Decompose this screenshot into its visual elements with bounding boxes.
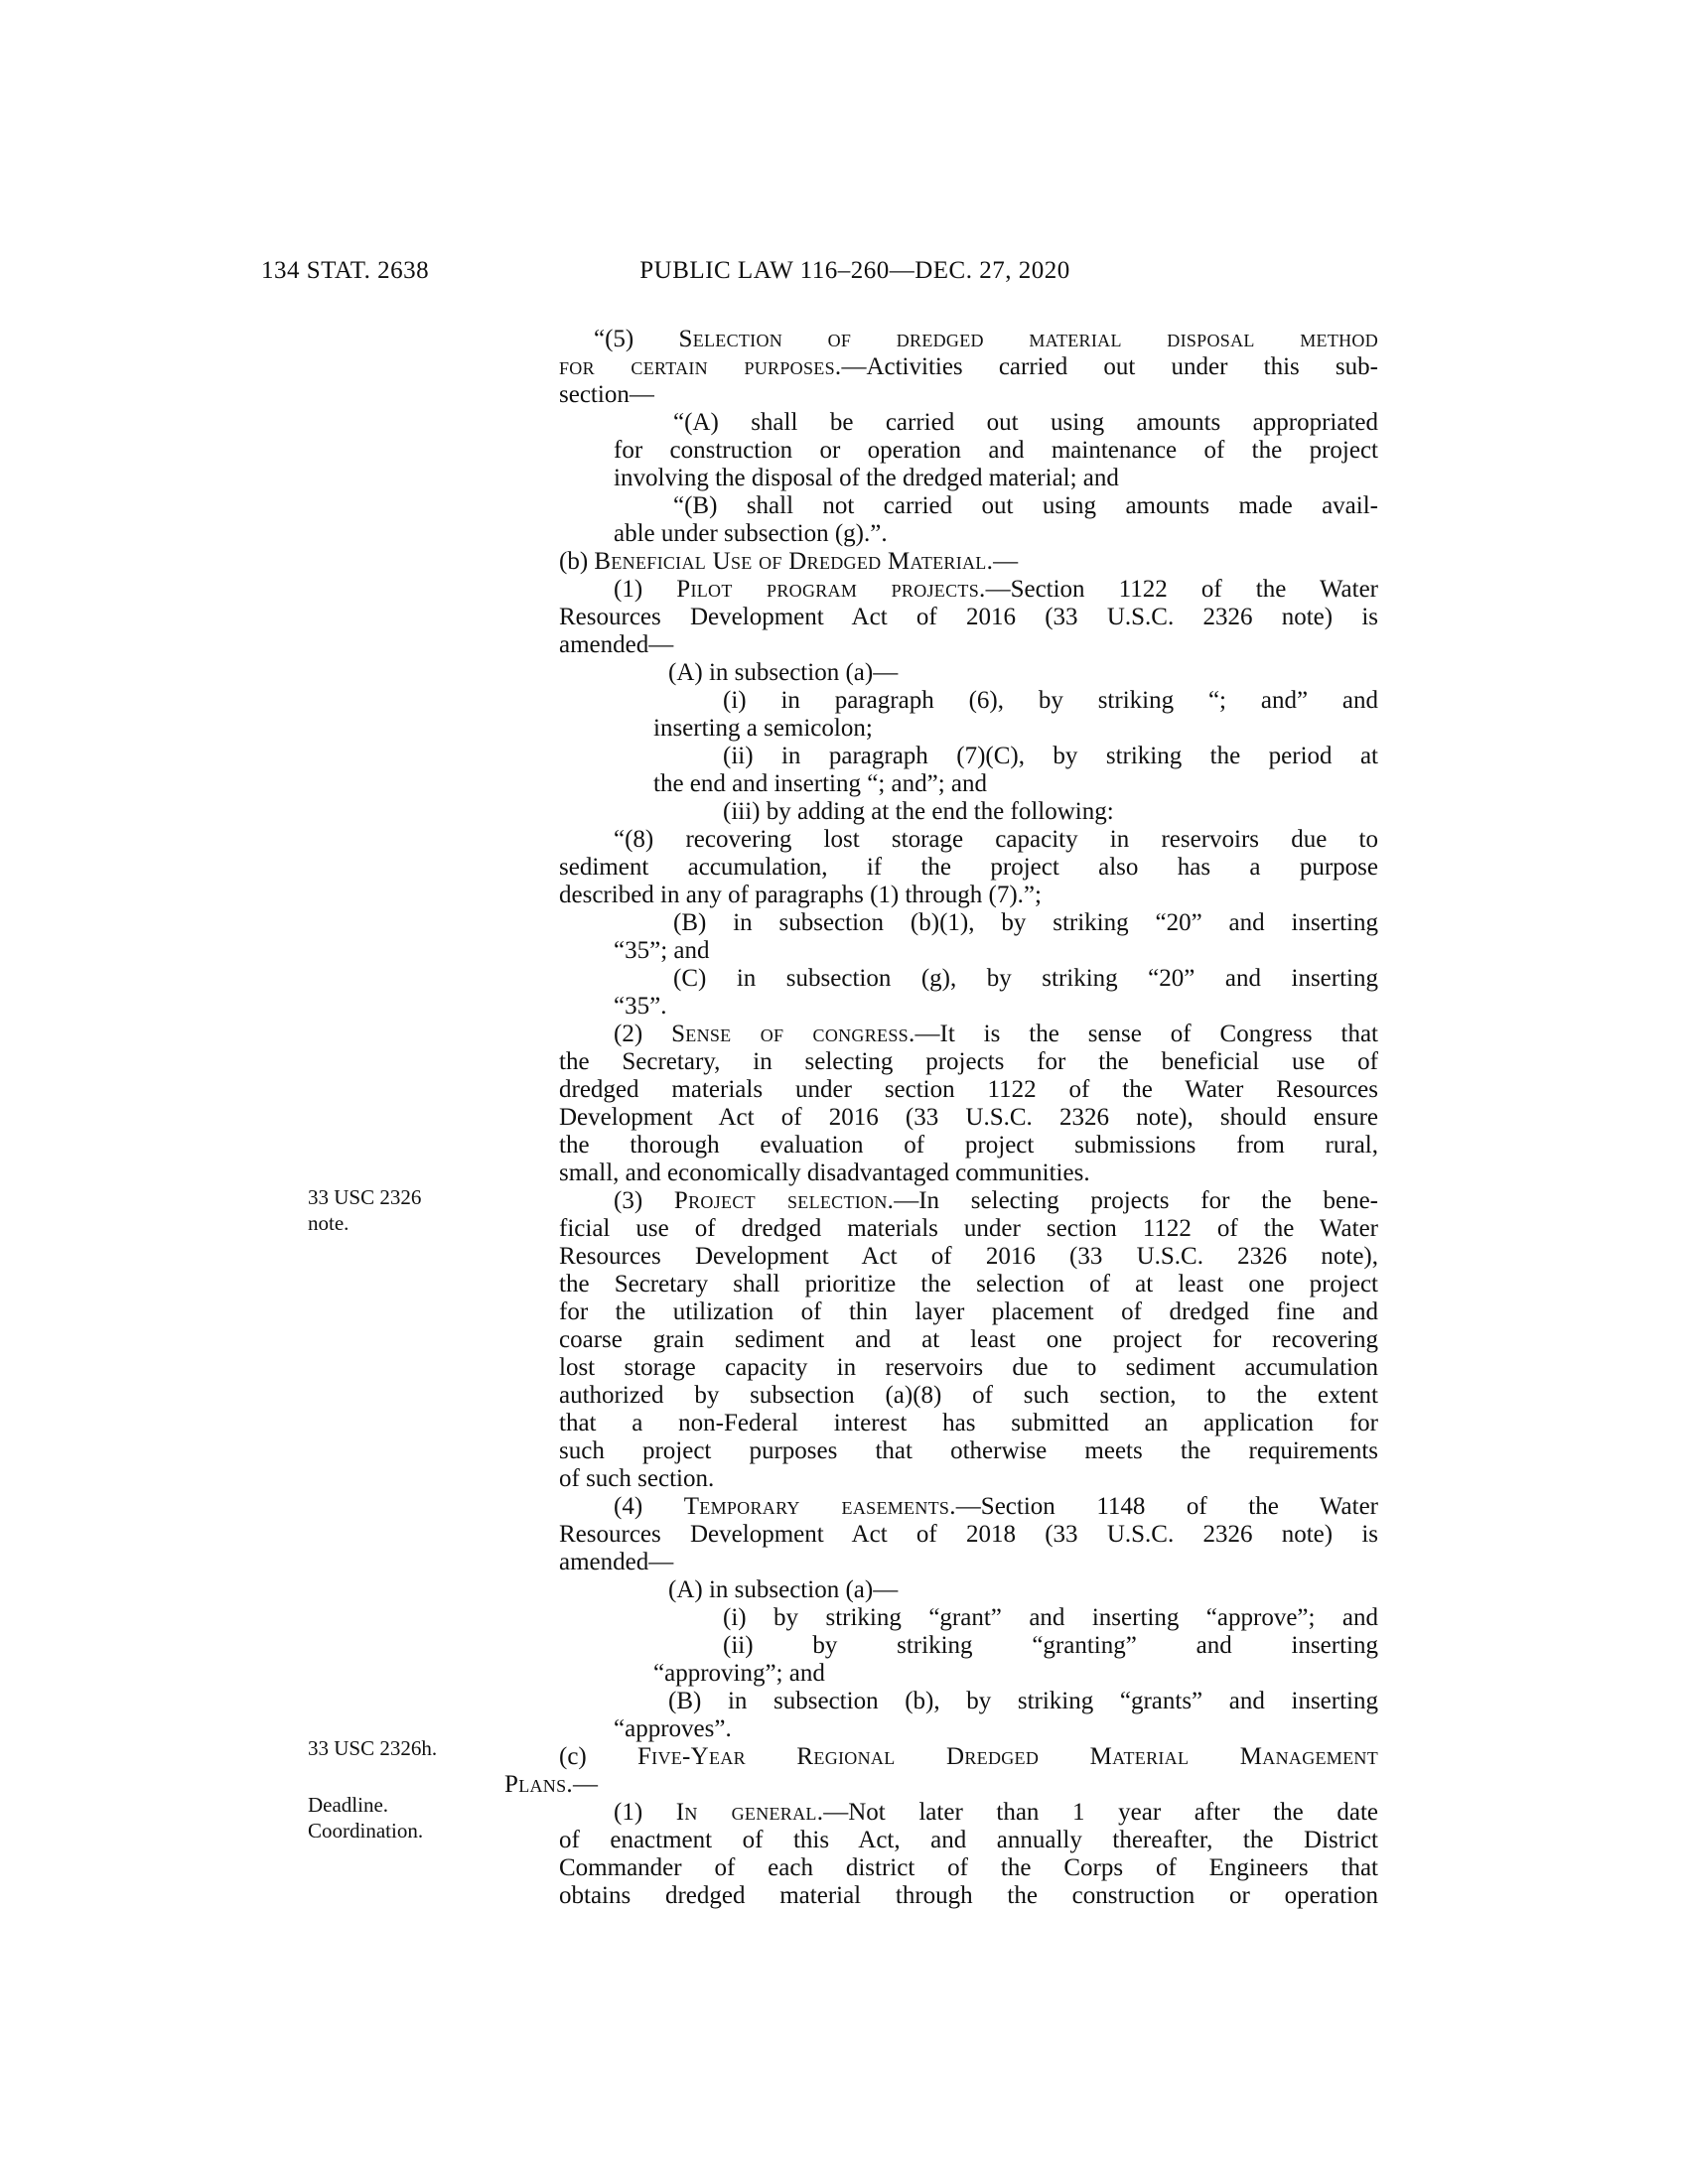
statute-line: (B) in subsection (b)(1), by striking “20” and inserting (673, 909, 1378, 936)
statute-line: ficial use of dredged materials under section 1122 of the Water (559, 1215, 1378, 1242)
statute-line: the Secretary shall prioritize the selection of at least one project (559, 1271, 1378, 1297)
statute-line: involving the disposal of the dredged material; and (614, 465, 1119, 491)
public-law-title: PUBLIC LAW 116–260—DEC. 27, 2020 (639, 257, 1070, 284)
statute-line: that a non-Federal interest has submitted an application for (559, 1410, 1378, 1436)
statute-line: the Secretary, in selecting projects for the beneficial use of (559, 1048, 1378, 1075)
statute-line: (4) Temporary easements.—Section 1148 of the Water (614, 1493, 1378, 1520)
statute-line: small, and economically disadvantaged communities. (559, 1160, 1090, 1186)
statute-line: (b) Beneficial Use of Dredged Material.— (559, 548, 1019, 575)
statute-line: “approving”; and (653, 1660, 825, 1687)
statute-line: (C) in subsection (g), by striking “20” and inserting (673, 965, 1378, 992)
statute-line: such project purposes that otherwise meets the requirements (559, 1437, 1378, 1464)
small-caps-heading: Temporary easements. (683, 1493, 956, 1520)
statute-line: coarse grain sediment and at least one project for recovering (559, 1326, 1378, 1353)
statute-line: Resources Development Act of 2018 (33 U.S.C. 2326 note) is (559, 1521, 1378, 1548)
statute-line: (1) Pilot program projects.—Section 1122 of the Water (614, 576, 1378, 603)
statute-line: (B) in subsection (b), by striking “grants” and inserting (668, 1688, 1378, 1714)
statute-line: lost storage capacity in reservoirs due to sediment accumulation (559, 1354, 1378, 1381)
statute-line: (iii) by adding at the end the following: (723, 798, 1114, 825)
small-caps-heading: Beneficial Use of Dredged Material. (594, 548, 994, 575)
small-caps-heading: In general. (675, 1799, 824, 1826)
small-caps-heading: for certain purposes. (559, 353, 842, 380)
statute-line: dredged materials under section 1122 of the Water Resources (559, 1076, 1378, 1103)
statute-line: “35”. (614, 993, 667, 1020)
small-caps-heading: Sense of congress. (671, 1021, 915, 1047)
margin-note-line: 33 USC 2326h. (308, 1736, 438, 1760)
statute-line: described in any of paragraphs (1) through (7).”; (559, 882, 1042, 908)
statute-line: (A) in subsection (a)— (668, 659, 899, 686)
statute-line: “(8) recovering lost storage capacity in reservoirs due to (614, 826, 1378, 853)
small-caps-heading: Project selection. (673, 1187, 895, 1214)
margin-note (308, 1792, 501, 1843)
statute-line: (i) in paragraph (6), by striking “; and” and (723, 687, 1378, 714)
statute-line: obtains dredged material through the construction or operation (559, 1882, 1378, 1909)
statute-line: “(B) shall not carried out using amounts made avail- (673, 492, 1378, 519)
small-caps-heading: Pilot program projects. (676, 576, 986, 603)
small-caps-heading: Five-Year Regional Dredged Material Management (636, 1743, 1378, 1770)
statute-line: (i) by striking “grant” and inserting “approve”; and (723, 1604, 1378, 1631)
statute-line: (c) Five-Year Regional Dredged Material Management (559, 1743, 1378, 1770)
statute-line: “approves”. (614, 1715, 732, 1742)
statute-line: inserting a semicolon; (653, 715, 873, 742)
margin-note-line: Coordination. (308, 1819, 424, 1843)
statute-line: (3) Project selection.—In selecting projects for the bene- (614, 1187, 1378, 1214)
statute-line: able under subsection (g).”. (614, 520, 888, 547)
small-caps-heading: Selection of dredged material disposal method (678, 326, 1379, 352)
statute-line: (A) in subsection (a)— (668, 1576, 899, 1603)
statute-line: the end and inserting “; and”; and (653, 770, 987, 797)
statute-body-text (504, 326, 1378, 1910)
small-caps-heading: Plans. (504, 1771, 573, 1798)
statute-line: sediment accumulation, if the project also has a purpose (559, 854, 1378, 881)
statute-line: Plans.— (504, 1771, 598, 1798)
statute-line: the thorough evaluation of project submissions from rural, (559, 1132, 1378, 1159)
statute-line: Resources Development Act of 2016 (33 U.S.C. 2326 note), (559, 1243, 1378, 1270)
statute-line: section— (559, 381, 654, 408)
statute-line: (1) In general.—Not later than 1 year after the date (614, 1799, 1378, 1826)
statute-line: Development Act of 2016 (33 U.S.C. 2326 note), should ensure (559, 1104, 1378, 1131)
statute-line: amended— (559, 1549, 674, 1575)
margin-note-line: note. (308, 1211, 350, 1235)
running-head (0, 256, 1688, 288)
statute-line: Commander of each district of the Corps of Engineers that (559, 1854, 1378, 1881)
margin-note (308, 1184, 501, 1236)
statute-line: authorized by subsection (a)(8) of such section, to the extent (559, 1382, 1378, 1409)
statute-line: of such section. (559, 1465, 715, 1492)
statute-line: for construction or operation and maintenance of the project (614, 437, 1378, 464)
margin-note (308, 1735, 501, 1761)
statute-line: “35”; and (614, 937, 710, 964)
statute-line: of enactment of this Act, and annually thereafter, the District (559, 1827, 1378, 1853)
margin-note-line: 33 USC 2326 (308, 1185, 422, 1209)
statute-line: amended— (559, 631, 674, 658)
statute-line: for certain purposes.—Activities carried out under this sub- (559, 353, 1378, 380)
statute-line: Resources Development Act of 2016 (33 U.S.C. 2326 note) is (559, 604, 1378, 630)
margin-note-line: Deadline. (308, 1793, 389, 1817)
statute-line: (ii) in paragraph (7)(C), by striking the period at (723, 743, 1378, 769)
statute-line: for the utilization of thin layer placement of dredged fine and (559, 1298, 1378, 1325)
statute-line: (ii) by striking “granting” and inserting (723, 1632, 1378, 1659)
statute-line: (2) Sense of congress.—It is the sense of Congress that (614, 1021, 1378, 1047)
statute-line: “(A) shall be carried out using amounts appropriated (673, 409, 1378, 436)
statute-line: “(5) Selection of dredged material disposal method (594, 326, 1379, 352)
stat-page-number: 134 STAT. 2638 (261, 257, 430, 284)
